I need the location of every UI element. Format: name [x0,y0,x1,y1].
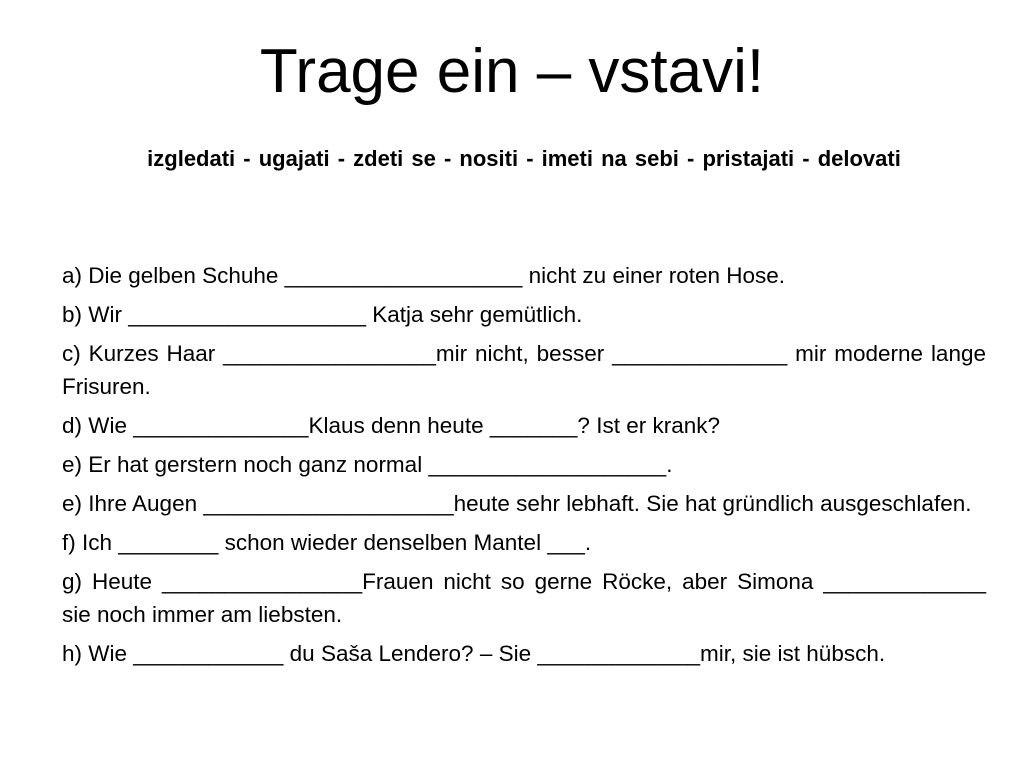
exercise-item-g: g) Heute ________________Frauen nicht so gerne Röcke, aber Simona _____________ sie noch immer am liebsten. [62,569,986,627]
slide-title: Trage ein – vstavi! [259,37,765,106]
exercise-item-d: d) Wie ______________Klaus denn heute _______? Ist er krank? [62,413,720,438]
exercise-item-f: f) Ich ________ schon wieder denselben Mantel ___. [62,530,592,555]
word-bank: izgledati - ugajati - zdeti se - nositi - imeti na sebi - pristajati - delovati [147,146,901,171]
exercise-list [62,259,986,676]
exercise-item-b: b) Wir ___________________ Katja sehr gemütlich. [62,302,583,327]
exercise-item-a: a) Die gelben Schuhe ___________________ nicht zu einer roten Hose. [62,263,786,288]
exercise-item-h: h) Wie ____________ du Saša Lendero? – Sie _____________mir, sie ist hübsch. [62,641,886,666]
exercise-item-e1: e) Er hat gerstern noch ganz normal ___________________. [62,452,673,477]
exercise-item-e2: e) Ihre Augen ____________________heute sehr lebhaft. Sie hat gründlich ausgeschlafen. [62,491,972,516]
exercise-item-c: c) Kurzes Haar _________________mir nicht, besser ______________ mir moderne lange Frisuren. [62,341,986,399]
